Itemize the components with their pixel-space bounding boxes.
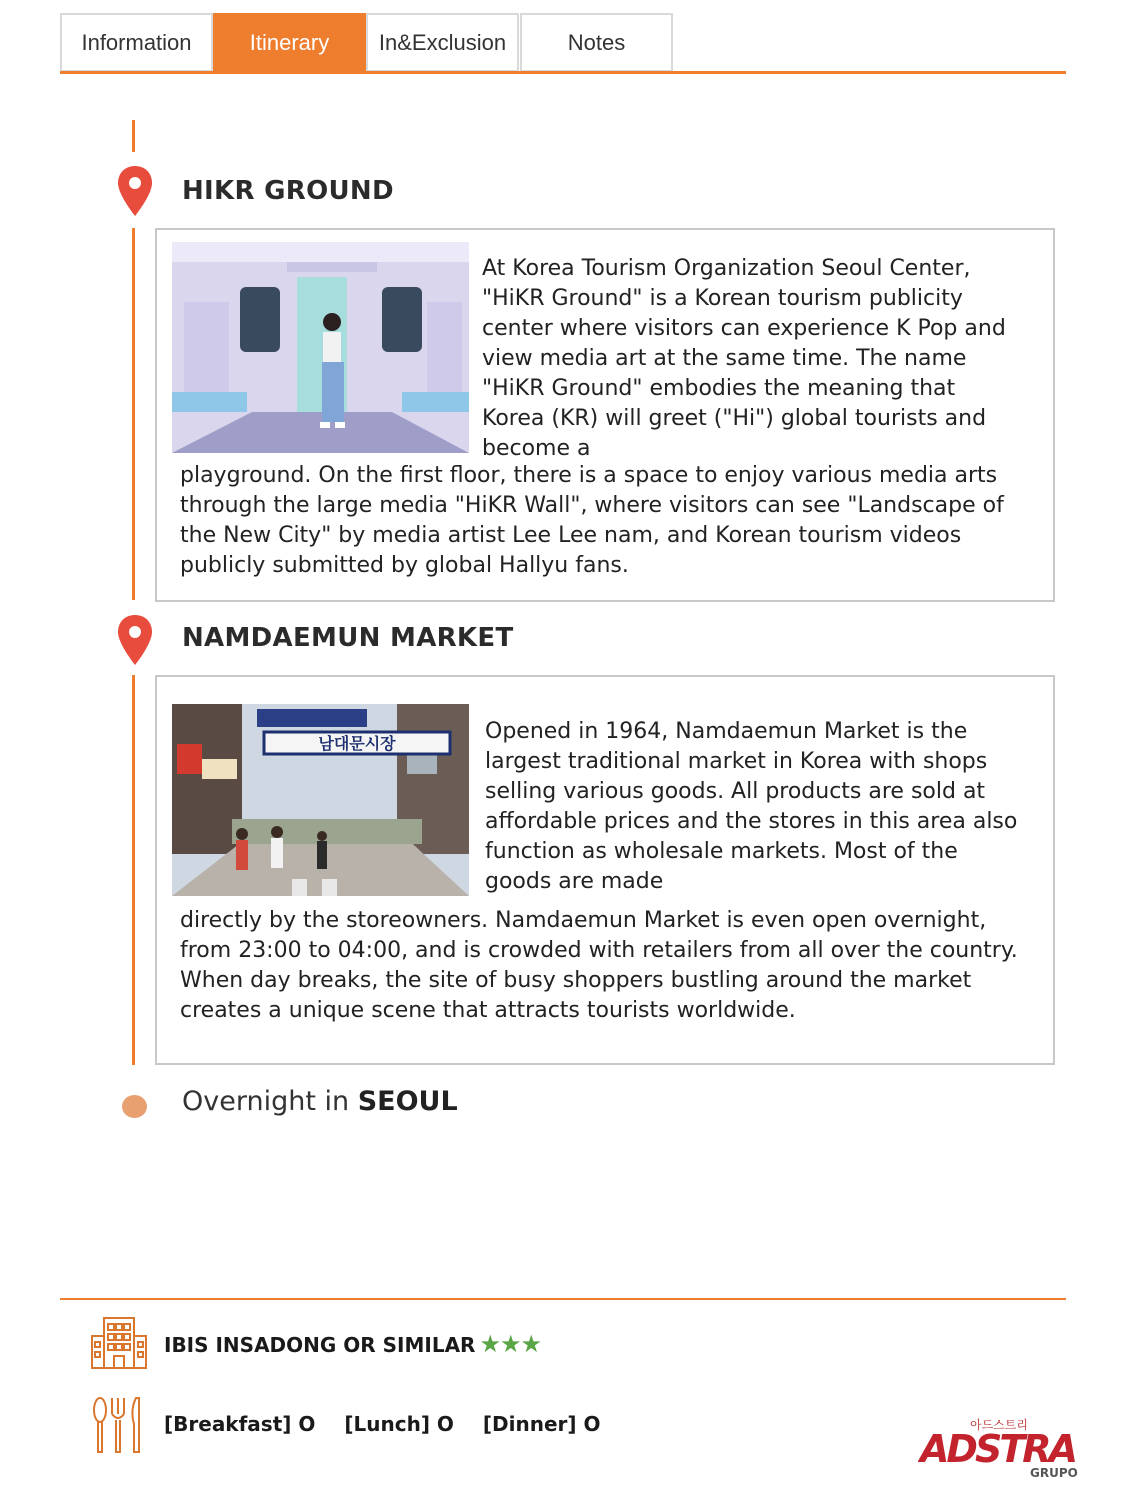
hikr-ground-photo [172, 242, 469, 453]
hotel-star-rating: ★★★ [479, 1330, 542, 1358]
stop-description: playground. On the first floor, there is a space to enjoy various media arts through the large media "HiKR Wall", where visitors can see "Landscape of the New City" by media artist Lee Lee nam, and Korean tourism videos publicly submitted by global Hallyu fans. [180, 463, 1004, 578]
stop-description-wrap: At Korea Tourism Organization Seoul Center, "HiKR Ground" is a Korean tourism publicity center where visitors can experience K Pop and view media art at the same time. The name "HiKR Ground" embodies the meaning that Korea (KR) will greet ("Hi") global tourists and become a [482, 256, 1006, 461]
svg-text:GRUPO: GRUPO [1030, 1466, 1078, 1480]
tab-information[interactable]: Information [60, 13, 213, 72]
stop-title: HIKR GROUND [182, 176, 394, 206]
svg-text:ADSTRA: ADSTRA [920, 1427, 1078, 1471]
stop-title: NAMDAEMUN MARKET [182, 623, 514, 653]
timeline-line [132, 675, 135, 1065]
hotel-name: IBIS INSADONG OR SIMILAR [164, 1333, 476, 1357]
overnight-label [182, 1086, 458, 1117]
svg-text:아드스트리: 아드스트리 [970, 1418, 1028, 1432]
overnight-prefix: Overnight in [182, 1086, 350, 1117]
timeline-line [132, 120, 135, 152]
tab-bar [60, 13, 1066, 75]
tab-in-exclusion[interactable]: In&Exclusion [366, 13, 519, 72]
hotel-info [164, 1330, 541, 1358]
meals-info [164, 1412, 623, 1436]
namdaemun-market-photo [172, 704, 469, 896]
location-pin-icon [116, 165, 154, 217]
timeline-line [132, 228, 135, 600]
overnight-city: SEOUL [357, 1086, 458, 1117]
tab-itinerary[interactable]: Itinerary [213, 13, 366, 72]
stop-description: directly by the storeowners. Namdaemun Market is even open overnight, from 23:00 to 04:00, and is crowded with retailers from all over the country. When day breaks, the site of busy shoppers bustling around the market creates a unique scene that attracts tourists worldwide. [180, 908, 1018, 1023]
adstra-logo [918, 1415, 1083, 1480]
meal-dinner: [Dinner] O [482, 1412, 601, 1436]
stop-description-wrap: Opened in 1964, Namdaemun Market is the largest traditional market in Korea with shops selling various goods. All products are sold at affordable prices and the stores in this area also function as wholesale markets. Most of the goods are made [485, 719, 1018, 894]
meal-breakfast: [Breakfast] O [164, 1412, 316, 1436]
market-sign-text: 남대문시장 [318, 734, 396, 753]
tab-notes[interactable]: Notes [520, 13, 673, 72]
meal-lunch: [Lunch] O [344, 1412, 454, 1436]
tabs-underline [60, 71, 1066, 74]
overnight-dot [122, 1095, 147, 1118]
hotel-icon [90, 1314, 148, 1370]
location-pin-icon [116, 614, 154, 666]
footer-divider [60, 1298, 1066, 1300]
cutlery-icon [92, 1396, 144, 1454]
